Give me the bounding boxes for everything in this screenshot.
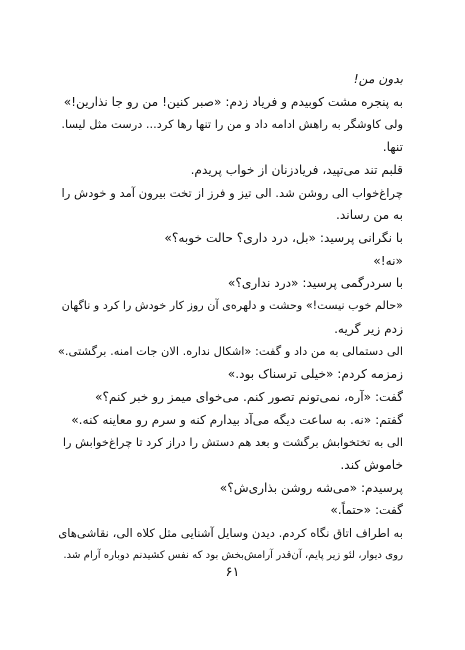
text-line: چراغ‌خواب الی روشن شد. الی تیز و فرز از تخت بیرون آمد و خودش را <box>61 185 403 200</box>
text-line: «حالم خوب نیست!» وحشت و دلهره‌ی آن روز کار خودش را کرد و ناگهان <box>61 299 403 313</box>
page-text <box>58 68 403 567</box>
text-line: «نه!» <box>373 253 403 268</box>
text-line: به من رساند. <box>336 208 403 223</box>
text-line: گفت: «آره، نمی‌تونم تصور کنم. می‌خوای میمز رو خبر کنم؟» <box>95 389 403 404</box>
text-line: زمزمه کردم: «خیلی ترسناک بود.» <box>227 367 403 382</box>
text-line: الی به تختخوابش برگشت و بعد هم دستش را دراز کرد تا چراغ‌خوابش را <box>62 435 403 450</box>
text-line: گفت: «حتماً.» <box>330 503 403 518</box>
text-line: پرسیدم: «می‌شه روشن بذاری‌ش؟» <box>219 480 403 495</box>
text-line: الی دستمالی به من داد و گفت: «اشکال نداره. الان جات امنه. برگشتی.» <box>58 344 403 359</box>
text-line: تنها. <box>382 140 403 155</box>
text-line: به اطراف اتاق نگاه کردم. دیدن وسایل آشنایی مثل کلاه الی، نقاشی‌های <box>58 526 403 541</box>
text-line: بدون من! <box>353 72 403 86</box>
text-line: خاموش کند. <box>340 457 403 472</box>
text-line: روی دیوار، لئو زیر پایم، آن‌قدر آرامش‌بخش بود که نفس کشیدنم دوباره آرام شد. <box>63 549 403 561</box>
text-line: با نگرانی پرسید: «بل، درد داری؟ حالت خوبه؟» <box>164 230 403 245</box>
text-line: گفتم: «نه. به ساعت دیگه می‌آد بیدارم کنه و سرم رو معاینه کنه.» <box>71 412 403 427</box>
text-line: به پنجره مشت کوبیدم و فریاد زدم: «صبر کنین! من رو جا نذارین!» <box>63 94 403 109</box>
text-line: قلبم تند می‌تپید، فریادزنان از خواب پریدم. <box>190 162 403 177</box>
page-number: ۶۱ <box>225 565 240 580</box>
text-line: ولی کاوشگر به راهش ادامه داد و من را تنها رها کرد... درست مثل لیسا. <box>61 117 403 132</box>
text-line: با سردرگمی پرسید: «درد نداری؟» <box>227 276 403 291</box>
text-line: زدم زیر گریه. <box>334 321 403 336</box>
